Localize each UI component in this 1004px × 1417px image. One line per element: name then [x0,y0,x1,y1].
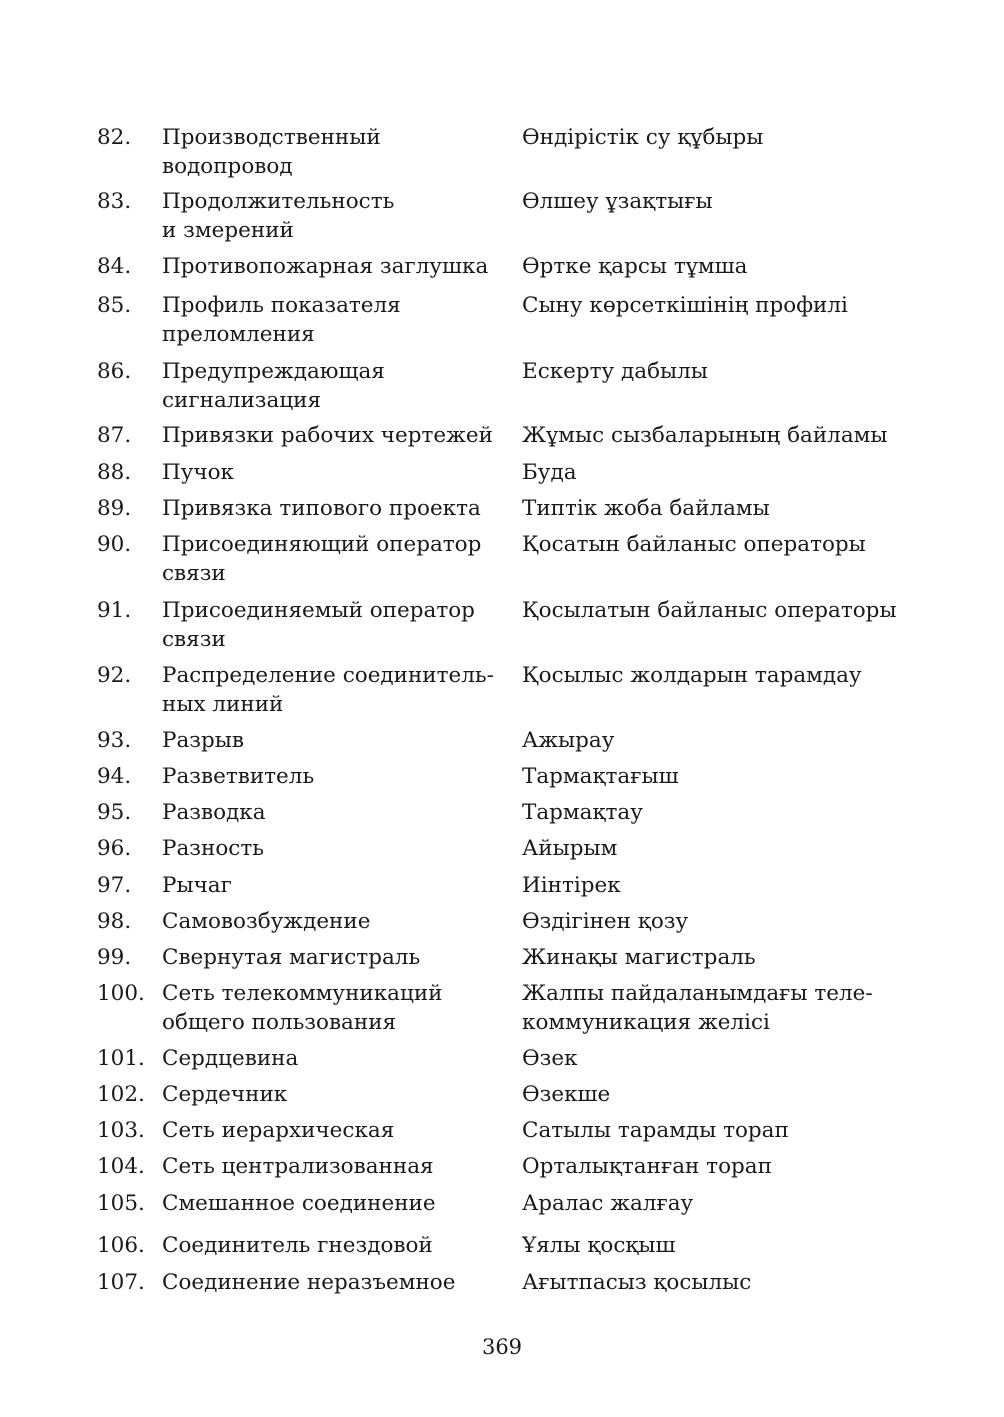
entry-number: 106. [97,1233,145,1258]
russian-term: Продолжительность и змерений [162,189,395,243]
kazakh-term: Аралас жалғау [522,1191,694,1216]
russian-term: Присоединяющий оператор связи [162,532,482,586]
entry-number: 86. [97,359,132,384]
kazakh-term: Сатылы тарамды торап [522,1118,789,1143]
kazakh-term: Қосатын байланыс операторы [522,532,866,557]
entry-number: 89. [97,496,132,521]
kazakh-term: Ағытпасыз қосылыс [522,1270,752,1295]
entry-number: 104. [97,1154,145,1179]
kazakh-term: Жалпы пайдаланымдағы теле- коммуникация желісі [522,981,873,1035]
entry-number: 100. [97,981,145,1006]
kazakh-term: Өзекше [522,1082,611,1107]
russian-term: Разность [162,836,264,861]
entry-number: 98. [97,909,132,934]
entry-number: 87. [97,423,132,448]
kazakh-term: Ескерту дабылы [522,359,708,384]
entry-number: 85. [97,293,132,318]
russian-term: Разводка [162,800,266,825]
russian-term: Самовозбуждение [162,909,371,934]
entry-number: 94. [97,764,132,789]
russian-term: Соединение неразъемное [162,1270,456,1295]
kazakh-term: Қосылыс жолдарын тарамдау [522,663,862,688]
kazakh-term: Қосылатын байланыс операторы [522,598,897,623]
entry-number: 90. [97,532,132,557]
russian-term: Сердцевина [162,1046,299,1071]
russian-term: Присоединяемый оператор связи [162,598,475,652]
russian-term: Производственный водопровод [162,125,381,179]
entry-number: 102. [97,1082,145,1107]
entry-number: 99. [97,945,132,970]
entry-number: 103. [97,1118,145,1143]
russian-term: Предупреждающая сигнализация [162,359,385,413]
kazakh-term: Жұмыс сызбаларының байламы [522,423,888,448]
entry-number: 88. [97,460,132,485]
russian-term: Свернутая магистраль [162,945,421,970]
russian-term: Пучок [162,460,234,485]
russian-term: Сердечник [162,1082,288,1107]
kazakh-term: Иінтірек [522,873,621,898]
kazakh-term: Сыну көрсеткішінің профилі [522,293,848,318]
russian-term: Сеть телекоммуникаций общего пользования [162,981,443,1035]
russian-term: Профиль показателя преломления [162,293,401,347]
entry-number: 95. [97,800,132,825]
kazakh-term: Өзек [522,1046,578,1071]
entry-number: 105. [97,1191,145,1216]
kazakh-term: Тармақтағыш [522,764,679,789]
kazakh-term: Өздігінен қозу [522,909,689,934]
russian-term: Привязки рабочих чертежей [162,423,493,448]
russian-term: Сеть централизованная [162,1154,434,1179]
kazakh-term: Типтік жоба байламы [522,496,770,521]
russian-term: Распределение соединитель- ных линий [162,663,494,717]
entry-number: 93. [97,728,132,753]
kazakh-term: Өндірістік су құбыры [522,125,764,150]
kazakh-term: Орталықтанған торап [522,1154,772,1179]
kazakh-term: Айырым [522,836,618,861]
kazakh-term: Өлшеу ұзақтығы [522,189,713,214]
kazakh-term: Буда [522,460,577,485]
russian-term: Сеть иерархическая [162,1118,395,1143]
russian-term: Смешанное соединение [162,1191,436,1216]
entry-number: 107. [97,1270,145,1295]
entry-number: 101. [97,1046,145,1071]
russian-term: Привязка типового проекта [162,496,481,521]
entry-number: 96. [97,836,132,861]
entry-number: 83. [97,189,132,214]
entry-number: 91. [97,598,132,623]
entry-number: 82. [97,125,132,150]
kazakh-term: Тармақтау [522,800,643,825]
kazakh-term: Жинақы магистраль [522,945,756,970]
kazakh-term: Ұялы қосқыш [522,1233,676,1258]
entry-number: 97. [97,873,132,898]
kazakh-term: Өртке қарсы тұмша [522,254,748,279]
page-number: 369 [481,1335,523,1359]
russian-term: Соединитель гнездовой [162,1233,433,1258]
russian-term: Рычаг [162,873,232,898]
kazakh-term: Ажырау [522,728,615,753]
entry-number: 92. [97,663,132,688]
russian-term: Разрыв [162,728,244,753]
entry-number: 84. [97,254,132,279]
russian-term: Разветвитель [162,764,315,789]
russian-term: Противопожарная заглушка [162,254,489,279]
